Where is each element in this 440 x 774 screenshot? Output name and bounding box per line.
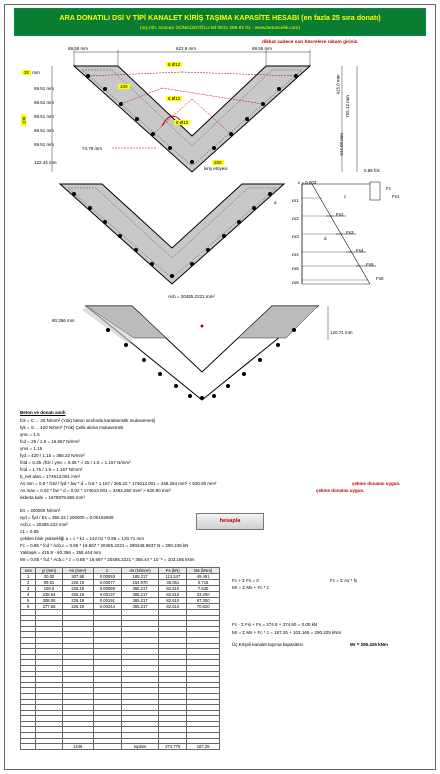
calc2-line-0: Es = 200000 N/mm² <box>20 508 61 513</box>
check-ok-2: çekme donatısı uygun. <box>316 488 365 493</box>
dim-top-left: 69.55 mm <box>68 46 89 51</box>
rebar-label-3[interactable]: 8 Ø12 <box>168 96 181 101</box>
table-row: 4 238.54 226.19 0.00137 365.217 82.610 33.290 <box>21 592 220 598</box>
dim-top-center: 622.9 mm <box>176 46 197 51</box>
calc-line-2: γmc = 1.5 <box>20 432 40 437</box>
force-fs6: Fs6 <box>376 276 384 281</box>
table-row: 6 377.56 226.19 0.00244 365.217 82.610 70.820 <box>21 604 220 610</box>
eps-s6: εs6 <box>292 280 299 285</box>
strain-d-label: d <box>324 236 327 241</box>
dim-left-2: 69.51 mm <box>34 100 55 105</box>
calc2-line-1: εyd = fyd / Es = 365.22 / 200000 = 0.00182609 <box>20 515 114 520</box>
calc-line-8: b_net alan = 174613.001 mm² <box>20 474 81 479</box>
col-header: Fs (kN) <box>159 568 187 574</box>
input-note: dikkat sadece sarı hücrelere rakam giriniz. <box>262 40 359 45</box>
col-header: sıra <box>21 568 36 574</box>
col-header: As (mm²) <box>62 568 93 574</box>
compression-area-label: Acb = 20485.2221 mm² <box>168 294 215 299</box>
capacity-value: Mr = 290.425 kNm <box>350 642 388 647</box>
calc-line-3: fcd = 25 / 1.5 = 16.667 N/mm² <box>20 439 80 444</box>
calc-line-0: fck = C ... 25 N/mm² (Yük) beton sınıfında karakteristik mukavemeti) <box>20 418 156 423</box>
calc-line-4: γms = 1.15 <box>20 446 43 451</box>
dim-left-1: 69.51 mm <box>34 86 55 91</box>
rebar-label-4[interactable]: 8 Ø12 <box>176 120 189 125</box>
side-sum-1: Fc - Σ Fsi + Fs = 274.8 + 374.60 = 0.00 kN <box>232 622 318 627</box>
calc-heading: Beton ve donatı sınıfı <box>20 410 66 415</box>
strain-diagram <box>40 180 430 290</box>
title-banner <box>14 8 426 36</box>
calc-line-11: ekbeta kabı = 1675979.865 mm³ <box>20 495 85 500</box>
capacity-label: Üç Köşeli kanalet taşıma kapasitesi <box>232 642 303 647</box>
force-arrows <box>326 216 376 266</box>
force-fs1: Fs1 <box>392 194 400 199</box>
compression-block-diagram <box>50 300 370 404</box>
force-fs5: Fs5 <box>366 262 374 267</box>
col-header: Ms (kNm) <box>187 568 220 574</box>
side-eq-2: Mr = Σ Ms + Fc * z <box>232 585 270 590</box>
dim-left-3: 69.51 mm <box>34 114 55 119</box>
page-title: ARA DONATILI DSİ V TİPİ KANALET KİRİŞ TAŞIMA KAPASİTE HESABI (en fazla 25 sıra donatı) <box>59 13 381 22</box>
calc2-line-3: c1 = 0.85 <box>20 529 39 534</box>
calc-line-5: fyd = 420 / 1.15 = 365.22 N/mm² <box>20 453 85 458</box>
eps-s1: εs1 <box>292 198 299 203</box>
calc-line-10: As max = 0.02 * bw * d = 0.02 * 174613.001 = 3492.260 mm² > 630.90 mm² <box>20 488 171 493</box>
strain-fck-label: 0.85 fck <box>364 168 380 173</box>
col-header: σs (N/mm²) <box>121 568 158 574</box>
strain-a-label: a <box>274 200 277 205</box>
side-eq-1: Fc + Σ Fs = 0 <box>232 578 259 583</box>
v-section-outline <box>74 66 310 172</box>
check-ok-1: çekme donatısı uygun. <box>352 481 401 486</box>
force-fs4: Fs4 <box>356 248 364 253</box>
eps-s3: εs3 <box>292 234 299 239</box>
calc2-line-4: çekilen blok yüksekliği a = c * k1 = 142.01 * 0.85 = 120.71 mm <box>20 536 144 541</box>
cross-section-diagram <box>12 44 432 176</box>
dim-left-0: 30 mm <box>24 70 40 75</box>
strain-top-eps: ε = 0.003 <box>298 180 317 185</box>
eps-s4: εs4 <box>292 252 299 257</box>
comp-left-dim: 80.356 mm <box>52 318 75 323</box>
dim-right-0: 415.8 mm <box>335 74 341 95</box>
force-fs3: Fs3 <box>346 230 354 235</box>
table-row: 5 308.05 226.19 0.00191 365.217 82.610 57.300 <box>21 598 220 604</box>
calc2-line-5: Fc = 0.85 * fcd * Acb,c = 0.85 * 16.667 * 20485.2221 = 290248.9637 N = 290.249 kN <box>20 543 189 548</box>
strain-c-label: c <box>344 194 347 199</box>
table-row: 3 169.0 226.19 0.00089 365.217 82.610 7.630 <box>21 586 220 592</box>
totals-row: 1446 toplam 274.778 187.26 <box>21 744 220 750</box>
calc2-line-6: Yaklaşık = 415.8 - 60.356 = 355.444 mm <box>20 550 101 555</box>
calc-line-6: fctd = 0.35 √fck / γmc = 0.35 * √ 25 / 1.5 = 1.167 N/mm² <box>20 460 131 465</box>
stirrup-note: kiriş etriyesi <box>204 166 228 171</box>
eps-s2: εs2 <box>292 216 299 221</box>
calc2-line-7: Mr = 0.85 * fcd * Acb,c * z = 0.85 * 16.667 * 20485.2221 * 355.44 * 10⁻⁶ = 103.165 kNm <box>20 557 195 562</box>
side-sum-2: Mr = Σ Ms + Fc * z = 187.26 + 103.165 = 290.425 kNm <box>232 630 342 635</box>
comp-right-dim: 120.71 mm <box>330 330 353 335</box>
dim-right-1: 755.12 mm <box>344 95 350 118</box>
dim-top-right: 69.55 mm <box>252 46 273 51</box>
dim-left-4: 69.51 mm <box>34 128 55 133</box>
col-header: yi (mm) <box>36 568 62 574</box>
dim-right-2: 344.09 mm <box>338 133 344 156</box>
bottom-width-input[interactable]: 200 <box>214 160 222 165</box>
force-fc: Fc <box>386 186 391 191</box>
calc2-line-2: Acb,c = 20485.222 mm² <box>20 522 68 527</box>
col-header: ε <box>93 568 121 574</box>
dim-left-5: 69.51 mm <box>34 142 55 147</box>
page-subtitle: (inş.mh. Gürcan GÜNDÜZOĞLU tel 0532 288 82 01 - www.betoncelik.com) <box>140 26 300 31</box>
calc-line-9: As min = 0.8 * fctd / fyd * bw * d = 0.8 * 1.167 / 365.22 * 174613.001 = 446.254 mm² < 630.90 mm² <box>20 481 217 486</box>
table-row: 1 30.00 307.88 0.00093 185.217 113.247 49.491 <box>21 574 220 580</box>
side-eq-3: Fc = Σ As * fs <box>330 578 358 583</box>
calc-line-1: fyk = S ... 420 N/mm² (Yük) Çelik akma mukavemeti <box>20 425 124 430</box>
dim-left-6: 122.44 mm <box>34 160 57 165</box>
rebar-label-2[interactable]: 100 <box>120 84 128 89</box>
rebar-label-1[interactable]: 8 Ø12 <box>168 62 181 67</box>
force-fs2: Fs2 <box>336 212 344 217</box>
angle-dim: 74.79 mm <box>82 146 103 151</box>
height-input[interactable]: 100 <box>21 116 27 125</box>
eps-s5: εs5 <box>292 266 299 271</box>
table-row: 2 99.51 226.19 0.00077 154.970 35.051 0.716 <box>21 580 220 586</box>
calc-line-7: fctd = 1.75 / 1.5 = 1.167 N/mm² <box>20 467 83 472</box>
results-table <box>20 567 220 750</box>
calculate-button[interactable]: hesapla <box>196 513 264 530</box>
